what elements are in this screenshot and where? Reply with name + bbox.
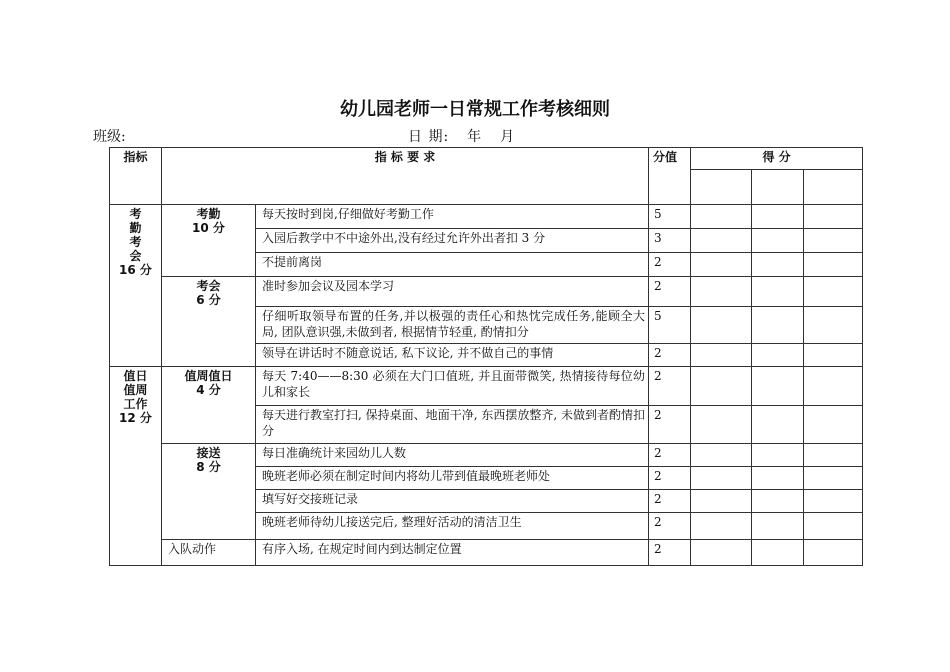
requirement-text: 仔细听取领导布置的任务,并以极强的责任心和热忱完成任务,能顾全大局, 团队意识强,未做到者, 根据情节轻重, 酌情扣分	[256, 307, 649, 344]
score-cell	[804, 513, 863, 540]
score-cell	[804, 277, 863, 307]
score-cell	[752, 540, 804, 566]
date-line	[408, 126, 515, 146]
subcategory-attendance: 考勤 10 分	[162, 205, 256, 277]
value-cell: 2	[649, 277, 691, 307]
score-cell	[804, 229, 863, 253]
requirement-text: 填写好交接班记录	[256, 490, 649, 513]
subcategory-duty-week: 值周值日 4 分	[162, 367, 256, 444]
value-cell: 2	[649, 406, 691, 444]
score-cell	[691, 467, 752, 490]
value-cell: 2	[649, 367, 691, 406]
header-score: 得 分	[691, 148, 863, 170]
subcategory-pickup: 接送 8 分	[162, 444, 256, 540]
document-title: 幼儿园老师一日常规工作考核细则	[340, 99, 610, 120]
date-label: 日 期:	[408, 129, 450, 145]
score-cell	[691, 205, 752, 229]
score-cell	[691, 540, 752, 566]
score-cell	[691, 444, 752, 467]
score-cell	[752, 467, 804, 490]
score-cell	[752, 344, 804, 367]
score-cell	[804, 367, 863, 406]
header-value: 分值	[649, 148, 691, 205]
score-cell	[752, 406, 804, 444]
score-cell	[804, 307, 863, 344]
score-cell	[804, 540, 863, 566]
requirement-text: 入园后教学中不中途外出,没有经过允许外出者扣 3 分	[256, 229, 649, 253]
score-cell	[691, 490, 752, 513]
assessment-table	[109, 147, 863, 566]
value-cell: 5	[649, 307, 691, 344]
score-cell	[804, 344, 863, 367]
score-cell	[804, 467, 863, 490]
requirement-text: 每日准确统计来园幼儿人数	[256, 444, 649, 467]
score-cell	[752, 229, 804, 253]
score-cell	[804, 170, 863, 205]
score-cell	[752, 490, 804, 513]
requirement-text: 每天按时到岗,仔细做好考勤工作	[256, 205, 649, 229]
score-cell	[804, 205, 863, 229]
score-cell	[691, 229, 752, 253]
value-cell: 3	[649, 229, 691, 253]
score-cell	[752, 367, 804, 406]
value-cell: 2	[649, 444, 691, 467]
score-cell	[691, 406, 752, 444]
score-cell	[804, 490, 863, 513]
score-cell	[691, 513, 752, 540]
requirement-text: 每天 7:40——8:30 必须在大门口值班, 并且面带微笑, 热情接待每位幼儿和家长	[256, 367, 649, 406]
score-cell	[752, 307, 804, 344]
score-cell	[691, 170, 752, 205]
score-cell	[691, 253, 752, 277]
header-requirement: 指 标 要 求	[162, 148, 649, 205]
requirement-text: 每天进行教室打扫, 保持桌面、地面干净, 东西摆放整齐, 未做到者酌情扣分	[256, 406, 649, 444]
score-cell	[804, 253, 863, 277]
score-cell	[691, 367, 752, 406]
subcategory-meeting: 考会 6 分	[162, 277, 256, 367]
requirement-text: 不提前离岗	[256, 253, 649, 277]
score-cell	[691, 307, 752, 344]
category-duty: 值日 值周 工作 12 分	[110, 367, 162, 566]
score-cell	[804, 444, 863, 467]
category-attendance: 考 勤 考 会 16 分	[110, 205, 162, 367]
score-cell	[752, 253, 804, 277]
score-cell	[804, 406, 863, 444]
value-cell: 2	[649, 344, 691, 367]
subcategory-queue: 入队动作	[162, 540, 256, 566]
class-label: 班级:	[93, 129, 126, 145]
value-cell: 2	[649, 540, 691, 566]
year-label: 年	[467, 129, 483, 145]
value-cell: 5	[649, 205, 691, 229]
value-cell: 2	[649, 253, 691, 277]
value-cell: 2	[649, 513, 691, 540]
requirement-text: 有序入场, 在规定时间内到达制定位置	[256, 540, 649, 566]
header-indicator: 指标	[110, 148, 162, 205]
requirement-text: 晚班老师待幼儿接送完后, 整理好活动的清洁卫生	[256, 513, 649, 540]
requirement-text: 领导在讲话时不随意说话, 私下议论, 并不做自己的事情	[256, 344, 649, 367]
score-cell	[691, 344, 752, 367]
value-cell: 2	[649, 467, 691, 490]
requirement-text: 晚班老师必须在制定时间内将幼儿带到值最晚班老师处	[256, 467, 649, 490]
score-cell	[752, 513, 804, 540]
requirement-text: 准时参加会议及园本学习	[256, 277, 649, 307]
month-label: 月	[500, 129, 516, 145]
score-cell	[752, 170, 804, 205]
score-cell	[752, 277, 804, 307]
score-cell	[691, 277, 752, 307]
score-cell	[752, 444, 804, 467]
score-cell	[752, 205, 804, 229]
value-cell: 2	[649, 490, 691, 513]
